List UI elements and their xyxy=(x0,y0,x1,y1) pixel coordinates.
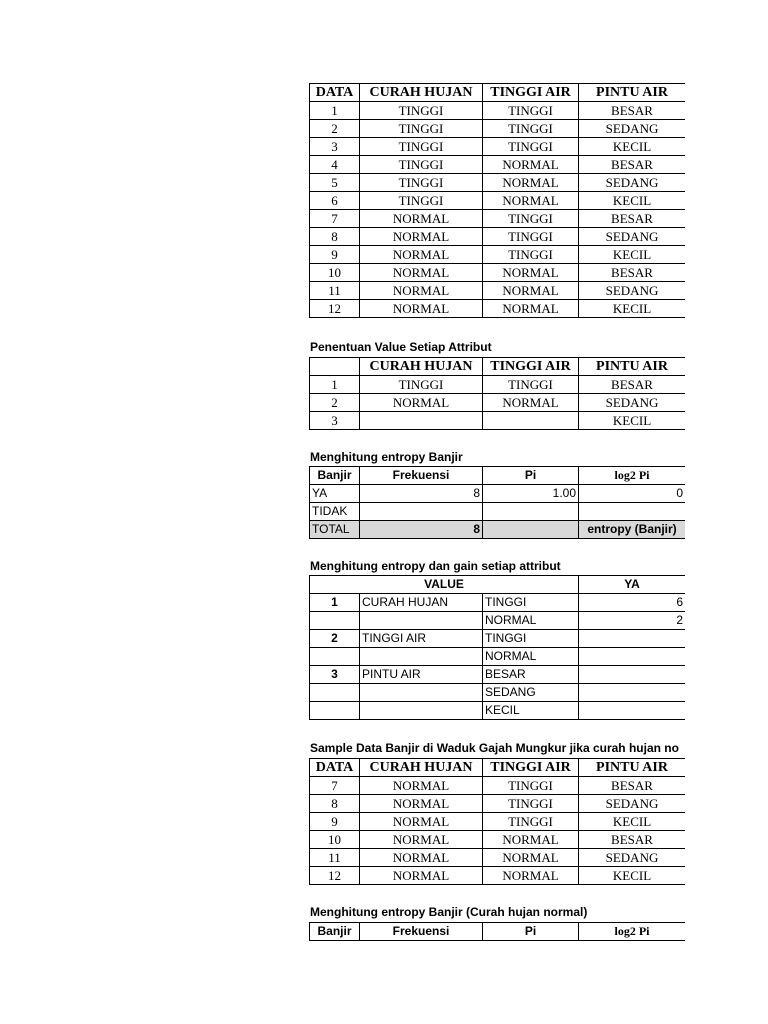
table-row xyxy=(310,102,686,120)
table-body xyxy=(310,777,686,885)
table-row xyxy=(310,394,686,412)
data-table xyxy=(309,83,685,318)
cell: BESAR xyxy=(579,210,686,228)
header-row xyxy=(310,358,686,376)
table-row xyxy=(310,174,686,192)
cell: TINGGI xyxy=(483,630,579,648)
cell xyxy=(579,666,685,684)
cell xyxy=(310,612,360,630)
table-row xyxy=(310,412,686,430)
cell xyxy=(310,648,360,666)
cell: 1 xyxy=(310,376,360,394)
cell: 8 xyxy=(360,485,483,503)
table-row xyxy=(310,210,686,228)
cell: BESAR xyxy=(579,777,686,795)
cell xyxy=(579,648,685,666)
header-cell: PINTU AIR xyxy=(579,759,686,777)
cell: 8 xyxy=(310,228,360,246)
cell: 12 xyxy=(310,867,360,885)
header-cell: CURAH HUJAN xyxy=(360,759,483,777)
cell: KECIL xyxy=(579,192,686,210)
cell: TIDAK xyxy=(310,503,360,521)
cell: 5 xyxy=(310,174,360,192)
cell: 3 xyxy=(310,666,360,684)
cell: 11 xyxy=(310,282,360,300)
table-row xyxy=(310,192,686,210)
table-body xyxy=(310,594,686,720)
header-row xyxy=(310,84,686,102)
cell: NORMAL xyxy=(483,300,579,318)
cell: NORMAL xyxy=(483,867,579,885)
cell xyxy=(579,684,685,702)
cell: 11 xyxy=(310,849,360,867)
cell: 6 xyxy=(579,594,685,612)
header-cell: TINGGI AIR xyxy=(483,759,579,777)
cell xyxy=(360,612,483,630)
entropy-normal-table xyxy=(309,922,685,941)
cell: TINGGI xyxy=(483,594,579,612)
cell: 0 xyxy=(579,485,686,503)
cell: TINGGI xyxy=(483,813,579,831)
header-row xyxy=(310,467,686,485)
table-row xyxy=(310,630,686,648)
cell: SEDANG xyxy=(579,174,686,192)
table-row xyxy=(310,503,686,521)
cell: 7 xyxy=(310,777,360,795)
cell: 10 xyxy=(310,831,360,849)
table-row xyxy=(310,376,686,394)
cell: SEDANG xyxy=(579,120,686,138)
cell: 8 xyxy=(360,521,483,539)
cell: 4 xyxy=(310,156,360,174)
header-cell: YA xyxy=(579,576,685,594)
spreadsheet xyxy=(309,0,685,1024)
cell: 12 xyxy=(310,300,360,318)
cell: TINGGI xyxy=(360,102,483,120)
cell: NORMAL xyxy=(483,394,579,412)
cell: NORMAL xyxy=(360,228,483,246)
cell: BESAR xyxy=(579,102,686,120)
cell: TINGGI xyxy=(483,777,579,795)
table-row xyxy=(310,594,686,612)
cell: CURAH HUJAN xyxy=(360,594,483,612)
cell xyxy=(483,412,579,430)
section-title: Penentuan Value Setiap Attribut xyxy=(310,340,492,354)
cell: SEDANG xyxy=(579,795,686,813)
cell: KECIL xyxy=(579,412,686,430)
table-row xyxy=(310,849,686,867)
cell xyxy=(360,702,483,720)
cell: KECIL xyxy=(579,813,686,831)
cell: TINGGI xyxy=(483,120,579,138)
cell: TINGGI xyxy=(483,210,579,228)
cell: 3 xyxy=(310,138,360,156)
header-row xyxy=(310,576,686,594)
table-row xyxy=(310,813,686,831)
cell: SEDANG xyxy=(579,228,686,246)
cell: NORMAL xyxy=(483,612,579,630)
cell: NORMAL xyxy=(483,192,579,210)
cell: KECIL xyxy=(483,702,579,720)
cell: KECIL xyxy=(579,138,686,156)
cell: NORMAL xyxy=(360,867,483,885)
cell xyxy=(579,702,685,720)
cell: 2 xyxy=(310,394,360,412)
cell: NORMAL xyxy=(360,777,483,795)
cell: NORMAL xyxy=(483,174,579,192)
cell: NORMAL xyxy=(360,300,483,318)
table-row xyxy=(310,666,686,684)
table-row xyxy=(310,264,686,282)
header-cell: log2 Pi xyxy=(579,467,686,485)
cell: 10 xyxy=(310,264,360,282)
header-cell: Frekuensi xyxy=(360,923,483,941)
cell: TINGGI xyxy=(483,102,579,120)
cell: 3 xyxy=(310,412,360,430)
cell xyxy=(360,684,483,702)
table-row xyxy=(310,282,686,300)
header-cell: Banjir xyxy=(310,923,360,941)
table-row xyxy=(310,120,686,138)
cell: TINGGI xyxy=(360,120,483,138)
table-body xyxy=(310,102,686,318)
section-title: Menghitung entropy Banjir (Curah hujan normal) xyxy=(310,905,588,919)
section-title: Sample Data Banjir di Waduk Gajah Mungkur jika curah hujan no xyxy=(310,741,679,755)
cell xyxy=(483,521,579,539)
header-cell: TINGGI AIR xyxy=(483,358,579,376)
cell: SEDANG xyxy=(579,282,686,300)
cell xyxy=(310,702,360,720)
cell: TINGGI xyxy=(360,174,483,192)
cell: BESAR xyxy=(579,831,686,849)
cell: NORMAL xyxy=(483,156,579,174)
cell: TINGGI xyxy=(483,795,579,813)
header-cell: Pi xyxy=(483,923,579,941)
table-row xyxy=(310,702,686,720)
cell: NORMAL xyxy=(360,246,483,264)
cell xyxy=(310,684,360,702)
cell: SEDANG xyxy=(483,684,579,702)
table-row xyxy=(310,612,686,630)
header-cell: Banjir xyxy=(310,467,360,485)
cell: SEDANG xyxy=(579,849,686,867)
header-cell: PINTU AIR xyxy=(579,84,686,102)
cell: NORMAL xyxy=(483,849,579,867)
header-cell: CURAH HUJAN xyxy=(360,84,483,102)
table-row xyxy=(310,795,686,813)
total-row xyxy=(310,521,686,539)
cell xyxy=(360,648,483,666)
cell: KECIL xyxy=(579,867,686,885)
cell: BESAR xyxy=(579,376,686,394)
table-row xyxy=(310,300,686,318)
cell: TINGGI xyxy=(360,138,483,156)
cell: KECIL xyxy=(579,246,686,264)
table-row xyxy=(310,246,686,264)
cell xyxy=(483,503,579,521)
cell: NORMAL xyxy=(360,394,483,412)
header-row xyxy=(310,759,686,777)
cell: 9 xyxy=(310,246,360,264)
table-row xyxy=(310,867,686,885)
cell: KECIL xyxy=(579,300,686,318)
section-title: Menghitung entropy dan gain setiap attribut xyxy=(310,559,561,573)
header-cell: PINTU AIR xyxy=(579,358,686,376)
cell: NORMAL xyxy=(483,648,579,666)
header-cell xyxy=(310,358,360,376)
cell: 8 xyxy=(310,795,360,813)
cell xyxy=(579,503,686,521)
cell: 1 xyxy=(310,594,360,612)
cell: TINGGI AIR xyxy=(360,630,483,648)
attribute-values-table xyxy=(309,357,685,430)
cell: entropy (Banjir) xyxy=(579,521,686,539)
entropy-table xyxy=(309,466,685,539)
header-cell: Pi xyxy=(483,467,579,485)
cell: NORMAL xyxy=(483,831,579,849)
cell: TINGGI xyxy=(483,138,579,156)
cell: NORMAL xyxy=(483,264,579,282)
header-cell: VALUE xyxy=(310,576,579,594)
header-cell: DATA xyxy=(310,84,360,102)
header-cell: TINGGI AIR xyxy=(483,84,579,102)
table-row xyxy=(310,831,686,849)
header-cell: DATA xyxy=(310,759,360,777)
cell: 2 xyxy=(310,120,360,138)
table-row xyxy=(310,485,686,503)
cell: 2 xyxy=(579,612,685,630)
table-row xyxy=(310,648,686,666)
cell: YA xyxy=(310,485,360,503)
cell xyxy=(360,503,483,521)
header-cell: Frekuensi xyxy=(360,467,483,485)
table-row xyxy=(310,777,686,795)
cell: BESAR xyxy=(483,666,579,684)
cell: TINGGI xyxy=(483,228,579,246)
cell: TINGGI xyxy=(483,246,579,264)
cell: BESAR xyxy=(579,264,686,282)
cell: 1 xyxy=(310,102,360,120)
cell: 7 xyxy=(310,210,360,228)
cell: TOTAL xyxy=(310,521,360,539)
cell xyxy=(360,412,483,430)
cell: 2 xyxy=(310,630,360,648)
cell: TINGGI xyxy=(360,192,483,210)
cell xyxy=(579,630,685,648)
cell: 6 xyxy=(310,192,360,210)
cell: NORMAL xyxy=(360,831,483,849)
table-row xyxy=(310,156,686,174)
cell: 1.00 xyxy=(483,485,579,503)
cell: BESAR xyxy=(579,156,686,174)
header-row xyxy=(310,923,686,941)
cell: NORMAL xyxy=(360,264,483,282)
table-row xyxy=(310,684,686,702)
cell: NORMAL xyxy=(360,795,483,813)
table-row xyxy=(310,138,686,156)
table-body xyxy=(310,376,686,430)
section-title: Menghitung entropy Banjir xyxy=(310,450,463,464)
cell: NORMAL xyxy=(360,282,483,300)
cell: TINGGI xyxy=(360,156,483,174)
cell: SEDANG xyxy=(579,394,686,412)
cell: TINGGI xyxy=(360,376,483,394)
cell: NORMAL xyxy=(360,210,483,228)
sample-data-table xyxy=(309,758,685,885)
header-cell: log2 Pi xyxy=(579,923,686,941)
cell: NORMAL xyxy=(483,282,579,300)
cell: NORMAL xyxy=(360,849,483,867)
cell: 9 xyxy=(310,813,360,831)
cell: TINGGI xyxy=(483,376,579,394)
header-cell: CURAH HUJAN xyxy=(360,358,483,376)
cell: NORMAL xyxy=(360,813,483,831)
table-row xyxy=(310,228,686,246)
gain-table xyxy=(309,575,685,720)
cell: PINTU AIR xyxy=(360,666,483,684)
